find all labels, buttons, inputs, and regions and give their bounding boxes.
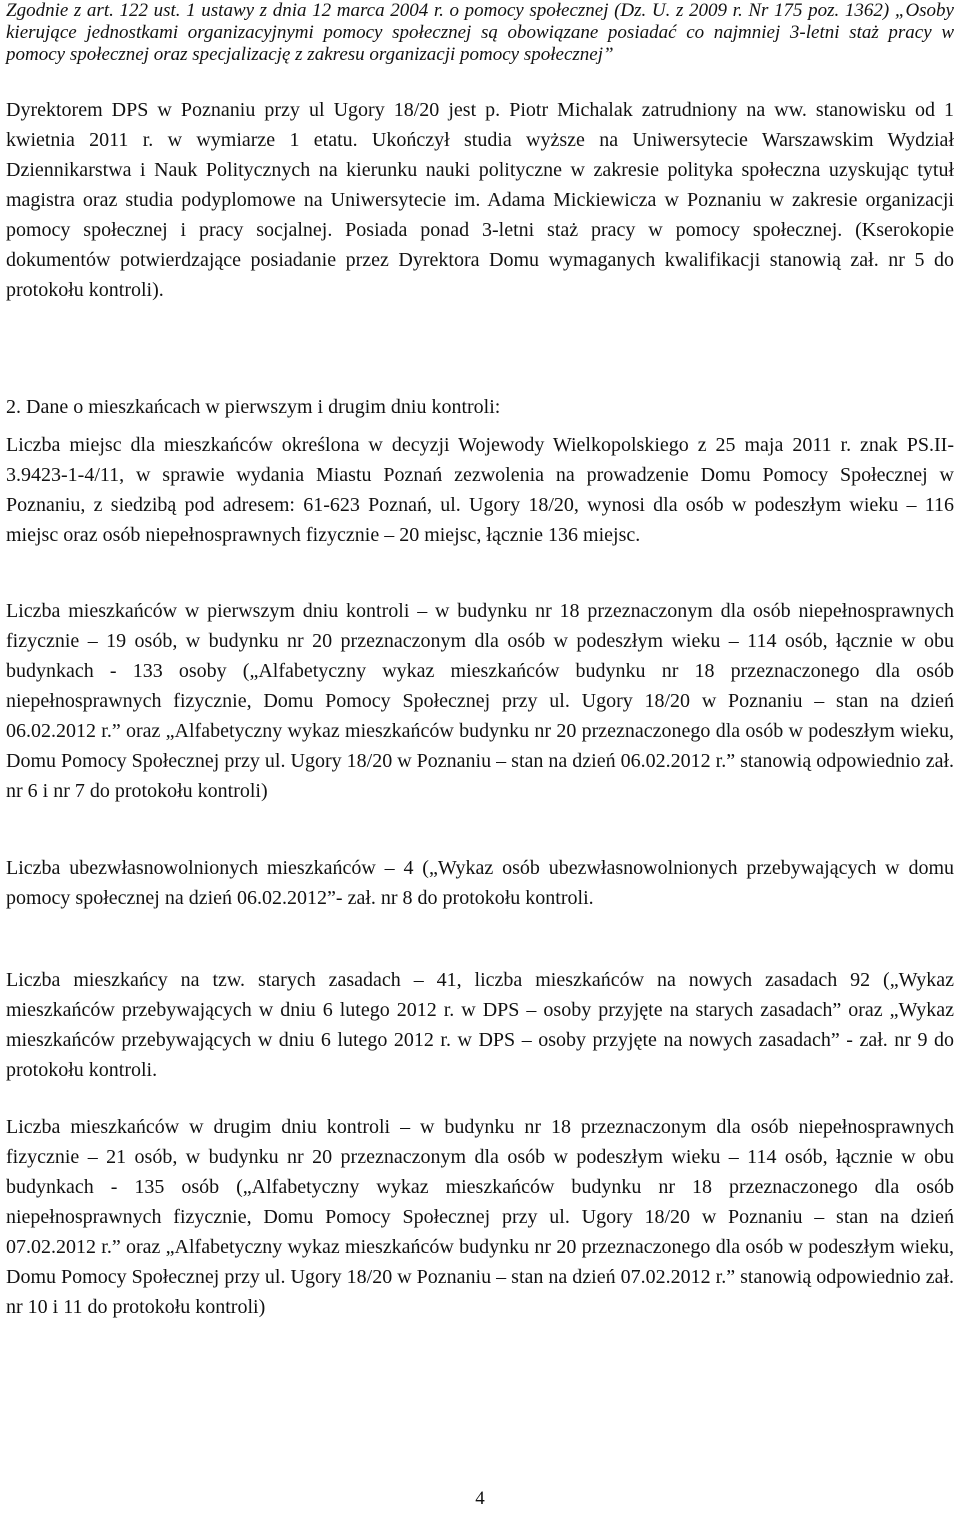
- residents-day2-paragraph: Liczba mieszkańców w drugim dniu kontroli – w budynku nr 18 przeznaczonym dla osób niepełnosprawnych fizycznie – 21 osób, w budynku nr 20 przeznaczonym dla osób w podeszłym wieku – 114 osób, łącznie w obu budynkach - 135 osób („Alfabetyczny wykaz mieszkańców budynku nr 18 przeznaczonego dla osób niepełnosprawnych fizycznie, Domu Pomocy Społecznej przy ul. Ugory 18/20 w Poznaniu – stan na dzień 07.02.2012 r.” oraz „Alfabetyczny wykaz mieszkańców budynku nr 20 przeznaczonego dla osób w podeszłym wieku, Domu Pomocy Społecznej przy ul. Ugory 18/20 w Poznaniu – stan na dzień 07.02.2012 r.” stanowią odpowiednio zał. nr 10 i 11 do protokołu kontroli): [6, 1116, 954, 1318]
- legal-quote: Zgodnie z art. 122 ust. 1 ustawy z dnia 12 marca 2004 r. o pomocy społecznej (Dz. U. z 2009 r. Nr 175 poz. 1362) „Osoby kierujące jednostkami organizacyjnymi pomocy społecznej są obowiązane posiadać co najmniej 3-letni staż pracy w pomocy społecznej oraz specjalizację z zakresu organizacji pomocy społecznej”: [6, 0, 954, 65]
- section-heading: 2. Dane o mieszkańcach w pierwszym i drugim dniu kontroli:: [6, 396, 501, 418]
- residents-day1-paragraph: Liczba mieszkańców w pierwszym dniu kontroli – w budynku nr 18 przeznaczonym dla osób niepełnosprawnych fizycznie – 19 osób, w budynku nr 20 przeznaczonym dla osób w podeszłym wieku – 114 osób, łącznie w obu budynkach - 133 osoby („Alfabetyczny wykaz mieszkańców budynku nr 18 przeznaczonego dla osób niepełnosprawnych fizycznie, Domu Pomocy Społecznej przy ul. Ugory 18/20 w Poznaniu – stan na dzień 06.02.2012 r.” oraz „Alfabetyczny wykaz mieszkańców budynku nr 20 przeznaczonego dla osób w podeszłym wieku, Domu Pomocy Społecznej przy ul. Ugory 18/20 w Poznaniu – stan na dzień 06.02.2012 r.” stanowią odpowiednio zał. nr 6 i nr 7 do protokołu kontroli): [6, 600, 954, 802]
- director-paragraph: Dyrektorem DPS w Poznaniu przy ul Ugory 18/20 jest p. Piotr Michalak zatrudniony na ww. stanowisku od 1 kwietnia 2011 r. w wymiarze 1 etatu. Ukończył studia wyższe na Uniwersytecie Warszawskim Wydział Dziennikarstwa i Nauk Politycznych na kierunku nauki polityczne w zakresie polityka społeczna uzyskując tytuł magistra oraz studia podyplomowe na Uniwersytecie im. Adama Mickiewicza w Poznaniu w zakresie organizacji pomocy społecznej i pracy socjalnej. Posiada ponad 3-letni staż pracy w pomocy społecznej. (Kserokopie dokumentów potwierdzające posiadanie przez Dyrektora Domu wymaganych kwalifikacji stanowią zał. nr 5 do protokołu kontroli).: [6, 99, 954, 301]
- incapacitated-paragraph: Liczba ubezwłasnowolnionych mieszkańców – 4 („Wykaz osób ubezwłasnowolnionych przebywających w domu pomocy społecznej na dzień 06.02.2012”- zał. nr 8 do protokołu kontroli.: [6, 857, 954, 909]
- page-number: 4: [475, 1488, 485, 1509]
- places-paragraph: Liczba miejsc dla mieszkańców określona w decyzji Wojewody Wielkopolskiego z 25 maja 2011 r. znak PS.II-3.9423-1-4/11, w sprawie wydania Miastu Poznań zezwolenia na prowadzenie Domu Pomocy Społecznej w Poznaniu, z siedzibą pod adresem: 61-623 Poznań, ul. Ugory 18/20, wynosi dla osób w podeszłym wieku – 116 miejsc oraz osób niepełnosprawnych fizycznie – 20 miejsc, łącznie 136 miejsc.: [6, 434, 954, 546]
- rules-paragraph: Liczba mieszkańcy na tzw. starych zasadach – 41, liczba mieszkańców na nowych zasadach 92 („Wykaz mieszkańców przebywających w dniu 6 lutego 2012 r. w DPS – osoby przyjęte na starych zasadach” oraz „Wykaz mieszkańców przebywających w dniu 6 lutego 2012 r. w DPS – osoby przyjęte na nowych zasadach” - zał. nr 9 do protokołu kontroli.: [6, 969, 954, 1081]
